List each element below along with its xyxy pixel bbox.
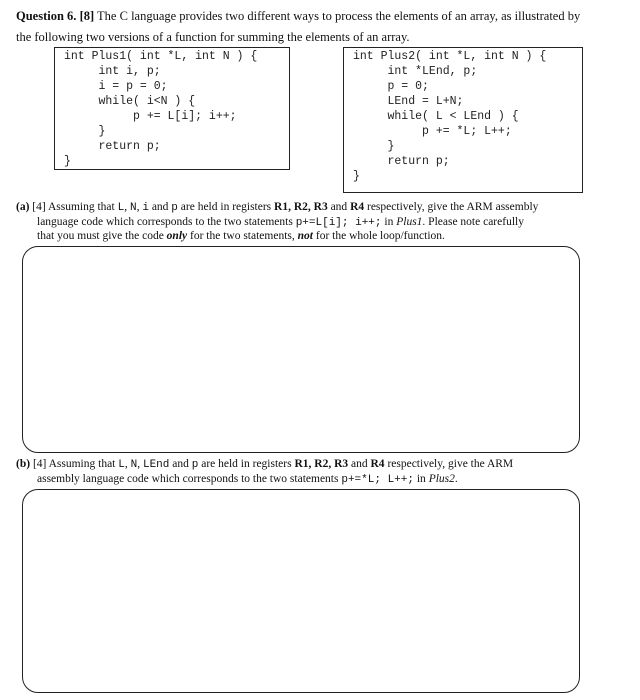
- code-var: N: [129, 202, 137, 214]
- part-a-label: (a): [16, 201, 30, 213]
- code-line: int *LEnd, p;: [353, 65, 478, 78]
- code-box-plus2: [343, 47, 583, 193]
- text-run: and: [348, 458, 371, 470]
- text-run: and: [148, 201, 172, 213]
- code-var: i: [142, 202, 149, 214]
- text-run: ,: [124, 201, 130, 213]
- text-run: respectively, give the ARM: [384, 458, 514, 470]
- text-run: for the two statements,: [187, 230, 298, 242]
- code-line: return p;: [353, 155, 450, 168]
- text-run: ,: [137, 458, 143, 470]
- code-var: p: [171, 202, 178, 214]
- code-line: }: [353, 140, 395, 153]
- emphasis-only: only: [166, 230, 188, 242]
- register-name: R4: [350, 201, 365, 213]
- code-line: int Plus1( int *L, int N ) {: [64, 50, 258, 63]
- part-b-marks: [4]: [32, 458, 47, 470]
- code-line: }: [64, 125, 106, 138]
- text-run: assembly language code which corresponds to the two statements: [37, 472, 342, 485]
- part-a-line3: [16, 230, 616, 244]
- answer-box-part-b[interactable]: [22, 489, 580, 693]
- part-a-prompt: [16, 201, 616, 244]
- code-line: p += *L; L++;: [353, 125, 512, 138]
- part-b-first-line: [16, 458, 513, 470]
- code-var: LEnd: [142, 459, 170, 471]
- code-statements: p+=L[i]; i++;: [295, 216, 382, 229]
- question-marks: [8]: [79, 9, 95, 23]
- part-b-line2: [16, 473, 616, 488]
- part-b-prompt: [16, 458, 616, 487]
- text-run: that you must give the code: [37, 230, 167, 242]
- question-header: [16, 6, 626, 48]
- code-var: p: [191, 459, 199, 471]
- text-run: .: [454, 472, 458, 485]
- text-run: and: [327, 201, 351, 213]
- question-number: Question 6.: [16, 9, 77, 23]
- part-a-line2: [16, 216, 616, 231]
- question-intro-line2: the following two versions of a function for summing the elements of an array.: [16, 30, 410, 44]
- text-run: language code which corresponds to the two statements: [37, 215, 296, 228]
- text-run: and: [169, 458, 192, 470]
- text-run: respectively, give the ARM assembly: [364, 201, 539, 213]
- code-line: LEnd = L+N;: [353, 95, 464, 108]
- part-a-first-line: [16, 201, 538, 213]
- function-name: Plus1: [396, 215, 423, 228]
- code-box-plus1: [54, 47, 290, 170]
- code-line: i = p = 0;: [64, 80, 168, 93]
- register-name: R4: [370, 458, 385, 470]
- text-run: for the whole loop/function.: [312, 230, 445, 242]
- code-line: }: [353, 170, 360, 183]
- code-line: while( i<N ) {: [64, 95, 196, 108]
- code-line: p += L[i]; i++;: [64, 110, 237, 123]
- code-var: N: [130, 459, 138, 471]
- code-var: L: [117, 202, 125, 214]
- text-run: Assuming that: [46, 458, 119, 470]
- code-line: while( L < LEnd ) {: [353, 110, 519, 123]
- text-run: Assuming that: [45, 201, 118, 213]
- register-list: R1, R2, R3: [274, 201, 328, 213]
- text-run: ,: [136, 201, 143, 213]
- emphasis-not: not: [297, 230, 313, 242]
- text-run: are held in registers: [198, 458, 295, 470]
- text-run: ,: [124, 458, 131, 470]
- part-a-marks: [4]: [32, 201, 46, 213]
- text-run: . Please note carefully: [422, 215, 524, 228]
- text-run: in: [381, 215, 397, 228]
- text-run: are held in registers: [177, 201, 275, 213]
- code-line: return p;: [64, 140, 161, 153]
- code-line: int Plus2( int *L, int N ) {: [353, 50, 547, 63]
- question-intro-line1: The C language provides two different ways to process the elements of an array, as illustrated by: [97, 9, 581, 23]
- code-line: int i, p;: [64, 65, 161, 78]
- code-statements: p+=*L; L++;: [341, 473, 414, 486]
- answer-box-part-a[interactable]: [22, 246, 580, 453]
- part-b-label: (b): [16, 458, 31, 470]
- code-var: L: [118, 459, 125, 471]
- code-line: p = 0;: [353, 80, 429, 93]
- function-name: Plus2: [428, 472, 455, 485]
- code-line: }: [64, 155, 71, 168]
- register-list: R1, R2, R3: [294, 458, 349, 470]
- text-run: in: [413, 472, 429, 485]
